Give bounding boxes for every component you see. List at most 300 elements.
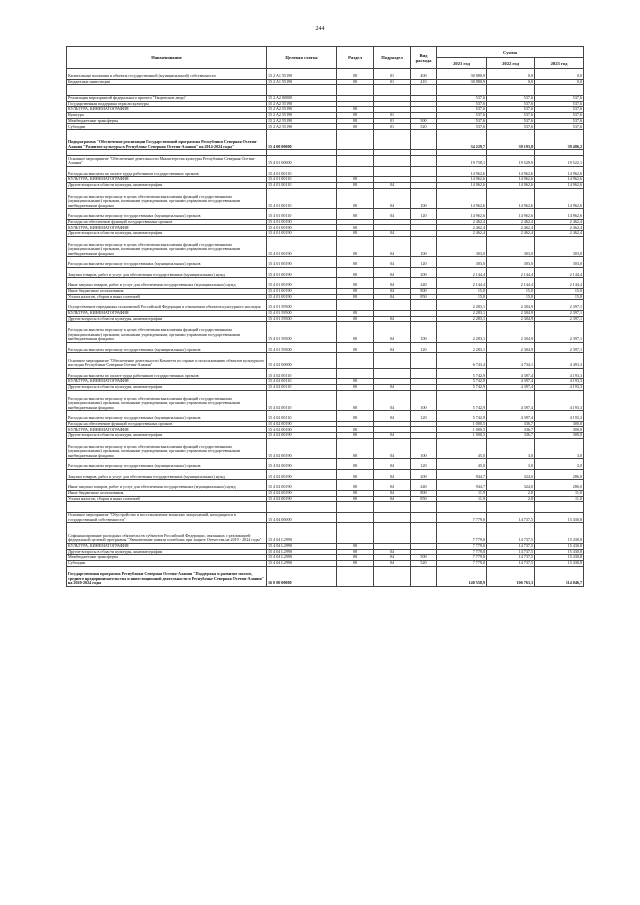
cell-name: Уплата налогов, сборов и иных платежей (67, 294, 267, 300)
cell-section (337, 85, 374, 96)
cell-code: 15 4 01 59500 (267, 300, 337, 311)
cell-name: Расходы на обеспечение функций государственных органов (67, 219, 267, 225)
cell-name: Закупка товаров, работ и услуг для обеспечения государственных (муниципальных) нужд (67, 469, 267, 480)
table-row (67, 85, 584, 96)
cell-section: 08 (337, 112, 374, 118)
cell-code: 15 4 01 00190 (267, 267, 337, 278)
cell-code: 15 4 01 00110 (267, 177, 337, 183)
cell-2021: 11,9 (437, 490, 487, 496)
cell-code: 15 4 04 L2990 (267, 549, 337, 555)
cell-code: 15 4 02 00190 (267, 496, 337, 502)
cell-name: Расходы на выплаты персоналу в целях обеспечения выполнения функций государственными (муниципальными) органами, казенными учреждениями, органами управления государственными внебюджетными фондами (67, 188, 267, 208)
cell-code: 15 4 01 59500 (267, 322, 337, 342)
cell-section: 08 (337, 459, 374, 470)
cell-subsection: 04 (374, 438, 411, 458)
cell-subsection: 04 (374, 236, 411, 256)
cell-2021: 11,9 (437, 496, 487, 502)
cell-2021: 537,6 (437, 101, 487, 107)
cell-section: 08 (337, 294, 374, 300)
cell-2023: 303,0 (535, 236, 584, 256)
cell-subsection: 04 (374, 560, 411, 566)
cell-name: Другие вопросы в области культуры, кинематографии (67, 433, 267, 439)
header-expense-type: Вид расхода (411, 47, 437, 69)
cell-subsection: 04 (374, 294, 411, 300)
cell-section: 08 (337, 107, 374, 113)
cell-subsection: 04 (374, 480, 411, 491)
cell-subsection: 04 (374, 555, 411, 561)
cell-subsection (374, 353, 411, 369)
cell-subsection: 04 (374, 209, 411, 220)
cell-expense-type: 200 (411, 267, 437, 278)
cell-name: Расходы на обеспечение функций государственных органов (67, 421, 267, 427)
table-row (67, 300, 584, 311)
cell-2022: 336,7 (487, 427, 535, 433)
cell-subsection: 04 (374, 459, 411, 470)
cell-expense-type (411, 368, 437, 379)
cell-code: 15 2 A2 00000 (267, 95, 337, 101)
cell-name: Другие вопросы в области культуры, кинематографии (67, 384, 267, 390)
cell-expense-type: 520 (411, 560, 437, 566)
cell-section: 08 (337, 411, 374, 422)
cell-name: Иные бюджетные ассигнования (67, 288, 267, 294)
cell-2023: 2 462,4 (535, 225, 584, 231)
cell-2021: 5 742,9 (437, 411, 487, 422)
cell-name: Расходы на выплаты персоналу в целях обеспечения выполнения функций государственными (муниципальными) органами, казенными учреждениями, органами управления государственными внебюджетными фондами (67, 438, 267, 458)
cell-2023: 2 397,1 (535, 322, 584, 342)
cell-code: 15 4 01 00190 (267, 288, 337, 294)
cell-section: 08 (337, 188, 374, 208)
cell-section (337, 353, 374, 369)
cell-section (337, 566, 374, 586)
cell-section: 08 (337, 480, 374, 491)
cell-2023: 2 397,1 (535, 342, 584, 353)
cell-2023: 3,0 (535, 459, 584, 470)
cell-name: Капитальные вложения в объекты государственной (муниципальной) собственности (67, 69, 267, 80)
cell-2021: 140 558,9 (437, 566, 487, 586)
cell-expense-type: 120 (411, 411, 437, 422)
cell-subsection: 04 (374, 231, 411, 237)
cell-2023: 4 493,3 (535, 353, 584, 369)
cell-name: Реализация мероприятий федерального проекта "Творческие люди" (67, 95, 267, 101)
cell-code: 15 4 01 00190 (267, 294, 337, 300)
cell-2022: 3,0 (487, 438, 535, 458)
cell-code: 15 4 02 00110 (267, 390, 337, 410)
cell-name: Субсидии (67, 560, 267, 566)
cell-section: 08 (337, 182, 374, 188)
cell-subsection: 04 (374, 342, 411, 353)
cell-subsection: 04 (374, 549, 411, 555)
cell-expense-type (411, 523, 437, 543)
cell-2022: 2 304,9 (487, 342, 535, 353)
cell-2023: 537,6 (535, 118, 584, 124)
cell-2021: 1 000,5 (437, 433, 487, 439)
cell-name: Основное мероприятие "Обеспечение деятельности Комитета по охране и использованию объектов культурного наследия Республики Северная Осетия-Алания" (67, 353, 267, 369)
cell-name: Расходы на выплаты персоналу государственных (муниципальных) органов (67, 209, 267, 220)
cell-subsection: 04 (374, 433, 411, 439)
cell-code: 15 4 01 00190 (267, 236, 337, 256)
cell-name: Расходы на выплаты персоналу в целях обеспечения выполнения функций государственными (муниципальными) органами, казенными учреждениями, органами управления государственными внебюджетными фондами (67, 390, 267, 410)
cell-2022: 303,0 (487, 236, 535, 256)
cell-subsection (374, 512, 411, 523)
cell-name: Другие вопросы в области культуры, кинематографии (67, 316, 267, 322)
cell-name: Иные закупки товаров, работ и услуг для обеспечения государственных (муниципальных) нужд (67, 278, 267, 289)
cell-2023: 14 962,6 (535, 209, 584, 220)
table-row (67, 469, 584, 480)
cell-code: 15 4 01 00110 (267, 209, 337, 220)
cell-2022 (487, 502, 535, 513)
cell-name: КУЛЬТУРА, КИНЕМАТОГРАФИЯ (67, 225, 267, 231)
cell-2021: 30 880,9 (437, 79, 487, 85)
budget-table (66, 46, 584, 587)
cell-2022: 0,0 (487, 79, 535, 85)
cell-2023: 537,6 (535, 95, 584, 101)
cell-section: 08 (337, 390, 374, 410)
cell-2021: 944,7 (437, 480, 487, 491)
header-name: Наименование (67, 47, 267, 69)
cell-2021: 5 742,9 (437, 368, 487, 379)
cell-code: 15 4 01 00110 (267, 182, 337, 188)
table-row (67, 411, 584, 422)
cell-2023: 11,0 (535, 496, 584, 502)
cell-2023: 286,0 (535, 469, 584, 480)
cell-code: 15 4 01 00190 (267, 257, 337, 268)
cell-2021: 2 283,1 (437, 322, 487, 342)
cell-name: КУЛЬТУРА, КИНЕМАТОГРАФИЯ (67, 177, 267, 183)
cell-name: Основное мероприятие "Обустройство и восстановление воинских захоронений, находящихся в государственной собственности" (67, 512, 267, 523)
cell-subsection: 01 (374, 112, 411, 118)
cell-2022: 2 304,9 (487, 310, 535, 316)
cell-code (267, 85, 337, 96)
cell-2021: 2 462,4 (437, 225, 487, 231)
cell-2023: 114 046,7 (535, 566, 584, 586)
cell-subsection: 04 (374, 496, 411, 502)
cell-2022 (487, 85, 535, 96)
cell-code: 15 4 00 00000 (267, 130, 337, 150)
cell-section (337, 512, 374, 523)
cell-code: 15 4 02 00190 (267, 438, 337, 458)
cell-2022: 14 962,6 (487, 209, 535, 220)
cell-expense-type: 120 (411, 342, 437, 353)
table-row (67, 257, 584, 268)
cell-expense-type (411, 166, 437, 177)
cell-2023: 14 962,6 (535, 177, 584, 183)
cell-subsection: 04 (374, 257, 411, 268)
cell-2023: 537,6 (535, 124, 584, 130)
table-row (67, 459, 584, 470)
cell-2021: 1 000,5 (437, 427, 487, 433)
cell-2021: 15,0 (437, 294, 487, 300)
cell-code: 15 4 04 L2990 (267, 543, 337, 549)
cell-2022: 39 193,8 (487, 130, 535, 150)
table-row (67, 130, 584, 150)
header-year-2023: 2023 год (535, 58, 584, 69)
cell-2023: 2 144,4 (535, 267, 584, 278)
cell-section: 08 (337, 236, 374, 256)
cell-expense-type: 200 (411, 469, 437, 480)
cell-2022: 14 962,6 (487, 182, 535, 188)
cell-2021: 7 779,0 (437, 555, 487, 561)
cell-name: Межбюджетные трансферты (67, 118, 267, 124)
cell-section (337, 368, 374, 379)
cell-2023: 303,0 (535, 257, 584, 268)
cell-2021: 7 779,0 (437, 560, 487, 566)
cell-name: Расходы на выплаты персоналу государственных (муниципальных) органов (67, 257, 267, 268)
table-row (67, 322, 584, 342)
cell-expense-type: 500 (411, 555, 437, 561)
cell-name: Расходы на выплаты персоналу государственных (муниципальных) органов (67, 459, 267, 470)
cell-section: 08 (337, 469, 374, 480)
cell-code: 15 4 02 00190 (267, 490, 337, 496)
cell-expense-type: 120 (411, 459, 437, 470)
cell-code: 15 2 A2 55190 (267, 112, 337, 118)
cell-expense-type: 100 (411, 236, 437, 256)
cell-2021: 303,0 (437, 257, 487, 268)
cell-2022: 4 734,1 (487, 353, 535, 369)
cell-2022: 324,0 (487, 469, 535, 480)
cell-2022: 537,6 (487, 112, 535, 118)
table-body (67, 69, 584, 587)
cell-2023: 300,0 (535, 427, 584, 433)
cell-2023: 0,0 (535, 69, 584, 80)
cell-section (337, 502, 374, 513)
cell-2021: 2 144,4 (437, 278, 487, 289)
page-number: 244 (315, 26, 325, 32)
cell-subsection (374, 368, 411, 379)
table-row (67, 188, 584, 208)
header-subsection: Подраздел (374, 47, 411, 69)
cell-2023: 300,0 (535, 421, 584, 427)
cell-2021: 5 742,9 (437, 390, 487, 410)
cell-2021: 537,6 (437, 95, 487, 101)
cell-2023: 19 522,1 (535, 156, 584, 167)
table-row (67, 390, 584, 410)
cell-code: 15 4 01 59500 (267, 342, 337, 353)
cell-2023: 286,0 (535, 480, 584, 491)
cell-code: 15 4 02 00110 (267, 411, 337, 422)
cell-2021: 2 283,1 (437, 310, 487, 316)
cell-2022: 2,0 (487, 496, 535, 502)
cell-2023: 14 962,6 (535, 166, 584, 177)
cell-code: 16 0 00 00000 (267, 566, 337, 586)
cell-2023: 537,6 (535, 101, 584, 107)
cell-expense-type (411, 85, 437, 96)
cell-expense-type: 240 (411, 480, 437, 491)
cell-name: Иные бюджетные ассигнования (67, 490, 267, 496)
cell-2023: 15,0 (535, 294, 584, 300)
cell-2021: 14 962,6 (437, 177, 487, 183)
cell-code: 15 4 02 00000 (267, 353, 337, 369)
cell-section: 08 (337, 231, 374, 237)
cell-code: 15 4 01 59500 (267, 316, 337, 322)
cell-2022: 537,6 (487, 124, 535, 130)
cell-2022: 3,0 (487, 459, 535, 470)
header-year-2021: 2021 год (437, 58, 487, 69)
cell-name: КУЛЬТУРА, КИНЕМАТОГРАФИЯ (67, 310, 267, 316)
cell-code: 15 4 01 00110 (267, 166, 337, 177)
table-row (67, 480, 584, 491)
cell-2021: 2 283,1 (437, 300, 487, 311)
cell-code: 15 2 A1 55190 (267, 79, 337, 85)
cell-section: 08 (337, 438, 374, 458)
cell-section: 08 (337, 257, 374, 268)
cell-2023: 15 430,8 (535, 555, 584, 561)
header-sum: Сумма (437, 47, 584, 58)
cell-section: 08 (337, 379, 374, 385)
cell-2021: 537,6 (437, 124, 487, 130)
cell-2021: 2 462,4 (437, 219, 487, 225)
cell-code: 15 4 02 00110 (267, 368, 337, 379)
cell-expense-type: 240 (411, 278, 437, 289)
cell-section: 08 (337, 225, 374, 231)
cell-name: Расходы на выплаты по оплате труда работников государственных органов (67, 166, 267, 177)
cell-2021: 1 000,5 (437, 421, 487, 427)
cell-2022: 336,7 (487, 421, 535, 427)
cell-name: Основное мероприятие "Обеспечение деятельности Министерства культуры Республики Северная Осетия-Алания" (67, 156, 267, 167)
cell-subsection: 01 (374, 124, 411, 130)
cell-2021: 45,0 (437, 459, 487, 470)
table-row (67, 278, 584, 289)
cell-expense-type: 500 (411, 118, 437, 124)
cell-section: 08 (337, 322, 374, 342)
cell-subsection: 04 (374, 182, 411, 188)
cell-name: Бюджетные инвестиции (67, 79, 267, 85)
cell-2021: 537,6 (437, 112, 487, 118)
cell-2021: 2 283,1 (437, 316, 487, 322)
cell-2023: 15 430,8 (535, 549, 584, 555)
cell-expense-type (411, 156, 437, 167)
cell-section: 08 (337, 124, 374, 130)
table-row (67, 166, 584, 177)
cell-name: Уплата налогов, сборов и иных платежей (67, 496, 267, 502)
cell-2021: 14 962,6 (437, 166, 487, 177)
table-row (67, 353, 584, 369)
cell-2022: 14 962,6 (487, 166, 535, 177)
cell-2023: 4 193,3 (535, 384, 584, 390)
cell-subsection: 04 (374, 278, 411, 289)
cell-expense-type: 410 (411, 79, 437, 85)
cell-2022: 14 737,5 (487, 512, 535, 523)
cell-name: Расходы на выплаты персоналу в целях обеспечения выполнения функций государственными (муниципальными) органами, казенными учреждениями, органами управления государственными внебюджетными фондами (67, 322, 267, 342)
header-code: Целевая статья (267, 47, 337, 69)
table-row (67, 438, 584, 458)
cell-2022: 106 763,3 (487, 566, 535, 586)
cell-2021: 14 962,6 (437, 182, 487, 188)
cell-name: Расходы на выплаты персоналу государственных (муниципальных) органов (67, 411, 267, 422)
cell-section: 08 (337, 427, 374, 433)
table-row (67, 368, 584, 379)
cell-section: 08 (337, 118, 374, 124)
cell-2021: 2 144,4 (437, 267, 487, 278)
cell-2021: 5 742,9 (437, 384, 487, 390)
cell-subsection (374, 156, 411, 167)
cell-2022: 2 462,4 (487, 225, 535, 231)
cell-2022: 14 737,5 (487, 523, 535, 543)
cell-2023: 2 462,4 (535, 231, 584, 237)
cell-2023: 2 144,4 (535, 278, 584, 289)
cell-code: 15 4 01 00190 (267, 278, 337, 289)
cell-name: Другие вопросы в области культуры, кинематографии (67, 549, 267, 555)
table-row (67, 209, 584, 220)
cell-2023: 4 193,3 (535, 390, 584, 410)
cell-2023: 0,0 (535, 79, 584, 85)
cell-subsection: 04 (374, 288, 411, 294)
cell-2021: 303,0 (437, 236, 487, 256)
cell-2021: 34 229,7 (437, 130, 487, 150)
cell-code: 15 2 A2 55190 (267, 118, 337, 124)
cell-expense-type: 120 (411, 257, 437, 268)
cell-expense-type (411, 566, 437, 586)
cell-subsection (374, 300, 411, 311)
cell-section: 08 (337, 543, 374, 549)
cell-subsection: 04 (374, 469, 411, 480)
cell-2022: 0,0 (487, 69, 535, 80)
cell-code: 15 4 02 00190 (267, 480, 337, 491)
cell-2023 (535, 502, 584, 513)
cell-name: Государственная программа Республики Северная Осетия-Алания "Поддержка и развитие малого, среднего предпринимательства и инвестиционной деятельности в Республике Северная Осетия-Алания" на 2020-2024 годы (67, 566, 267, 586)
cell-2022: 537,6 (487, 107, 535, 113)
cell-2023: 537,6 (535, 112, 584, 118)
cell-2022: 537,6 (487, 95, 535, 101)
cell-name: КУЛЬТУРА, КИНЕМАТОГРАФИЯ (67, 543, 267, 549)
cell-2022: 14 962,6 (487, 177, 535, 183)
cell-2021: 2 283,1 (437, 342, 487, 353)
table-row (67, 156, 584, 167)
cell-code: 15 2 A2 55190 (267, 107, 337, 113)
cell-2022: 15,0 (487, 294, 535, 300)
cell-expense-type: 400 (411, 69, 437, 80)
cell-name: КУЛЬТУРА, КИНЕМАТОГРАФИЯ (67, 427, 267, 433)
cell-expense-type: 800 (411, 288, 437, 294)
cell-2022: 537,6 (487, 101, 535, 107)
cell-2023: 11,0 (535, 490, 584, 496)
table-row (67, 502, 584, 513)
cell-section (337, 300, 374, 311)
cell-expense-type (411, 502, 437, 513)
cell-2023: 537,6 (535, 107, 584, 113)
cell-2023: 4 193,3 (535, 368, 584, 379)
cell-2021: 14 962,6 (437, 209, 487, 220)
cell-2023: 3,0 (535, 438, 584, 458)
cell-2021: 2 462,4 (437, 231, 487, 237)
cell-2022: 15,0 (487, 288, 535, 294)
cell-2023 (535, 85, 584, 96)
cell-2022: 4 397,4 (487, 411, 535, 422)
cell-name: Субсидии (67, 124, 267, 130)
cell-2023: 15 430,8 (535, 512, 584, 523)
cell-2023: 39 486,2 (535, 130, 584, 150)
cell-name: Подпрограмма "Обеспечение реализации Государственной программы Республики Северная Осетия-Алания "Развитие культуры в Республике Северная Осетия-Алания" на 2014-2024 годы" (67, 130, 267, 150)
cell-subsection: 04 (374, 316, 411, 322)
cell-subsection (374, 566, 411, 586)
cell-code: 15 4 01 59500 (267, 310, 337, 316)
cell-2021: 19 758,1 (437, 156, 487, 167)
cell-name: КУЛЬТУРА, КИНЕМАТОГРАФИЯ (67, 379, 267, 385)
cell-subsection (374, 502, 411, 513)
cell-2022: 537,6 (487, 118, 535, 124)
cell-2022: 19 529,9 (487, 156, 535, 167)
table-row (67, 267, 584, 278)
cell-2022: 2 144,4 (487, 267, 535, 278)
cell-code: 15 4 01 00000 (267, 156, 337, 167)
cell-2023: 15 430,8 (535, 543, 584, 549)
cell-2021: 7 779,0 (437, 523, 487, 543)
cell-2022: 14 737,5 (487, 555, 535, 561)
cell-subsection: 04 (374, 490, 411, 496)
cell-section: 08 (337, 433, 374, 439)
cell-section: 08 (337, 496, 374, 502)
cell-section (337, 156, 374, 167)
cell-name: КУЛЬТУРА, КИНЕМАТОГРАФИЯ (67, 107, 267, 113)
